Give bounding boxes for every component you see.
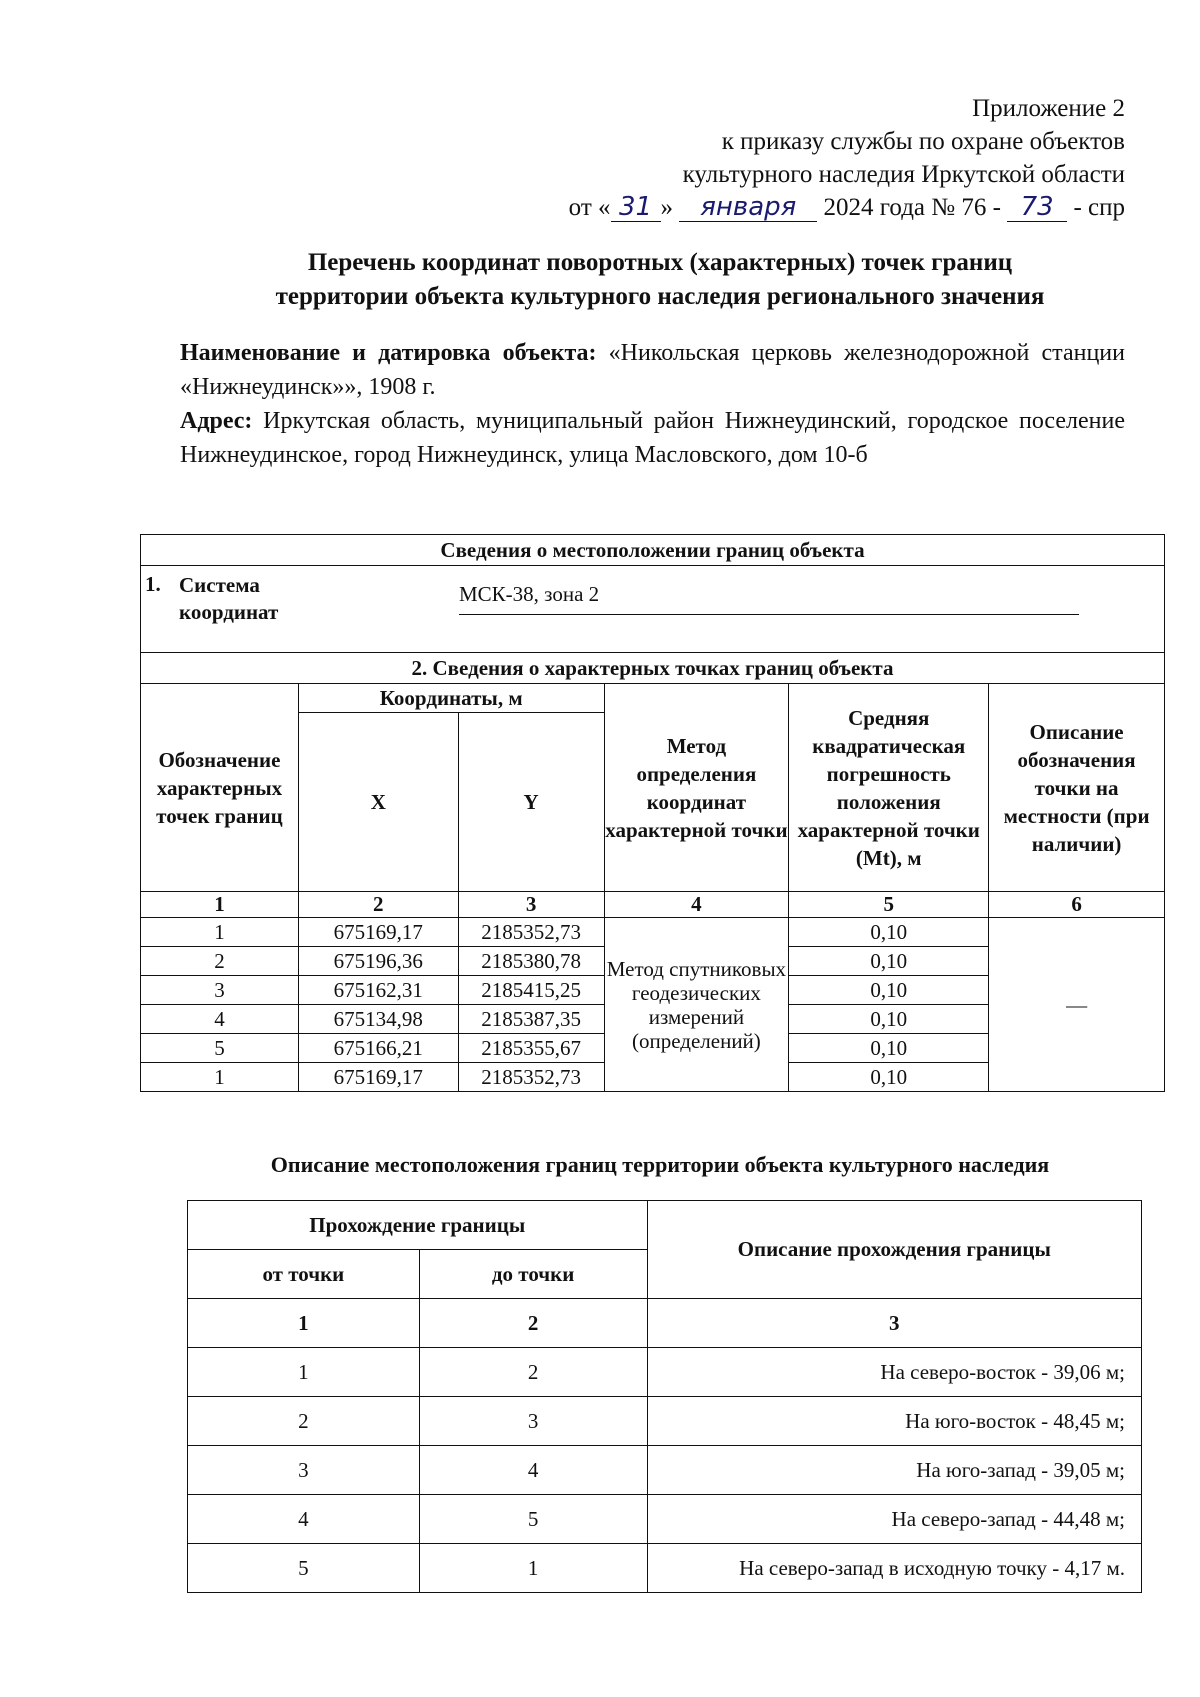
- mt-cell: 0,10: [789, 976, 989, 1005]
- order-suffix: - спр: [1073, 194, 1125, 221]
- table-row: [188, 1544, 1142, 1593]
- index-cell: 1: [141, 892, 299, 918]
- x-cell: 675169,17: [298, 918, 458, 947]
- title-line-1: Перечень координат поворотных (характерных) точек границ: [307, 249, 1013, 276]
- index-cell: 3: [458, 892, 604, 918]
- y-cell: 2185352,73: [458, 1063, 604, 1092]
- mt-cell: 0,10: [789, 1034, 989, 1063]
- object-address: [180, 404, 1125, 472]
- index-cell: 3: [647, 1299, 1141, 1348]
- desc-cell: На северо-запад - 44,48 м;: [647, 1495, 1141, 1544]
- point-cell: 4: [141, 1005, 299, 1034]
- y-cell: 2185415,25: [458, 976, 604, 1005]
- object-name: [180, 336, 1125, 404]
- mt-cell: 0,10: [789, 918, 989, 947]
- points-section-title: 2. Сведения о характерных точках границ объекта: [141, 653, 1165, 684]
- x-cell: 675134,98: [298, 1005, 458, 1034]
- title-line-2: территории объекта культурного наследия регионального значения: [275, 283, 1045, 310]
- to-cell: 2: [419, 1348, 647, 1397]
- table-row: [188, 1495, 1142, 1544]
- system-value: МСК-38, зона 2: [459, 580, 1079, 615]
- index-cell: 4: [604, 892, 789, 918]
- table-row: [141, 918, 1165, 947]
- boundary-table: [187, 1200, 1142, 1593]
- appendix-line-2: к приказу службы по охране объектов: [721, 128, 1125, 155]
- point-cell: 2: [141, 947, 299, 976]
- boundary-index-row: [188, 1299, 1142, 1348]
- table-row: [188, 1348, 1142, 1397]
- appendix-line-1: Приложение 2: [972, 95, 1125, 122]
- object-name-value: «Никольская церковь железнодорожной станции «Нижнеудинск»», 1908 г.: [180, 340, 1125, 400]
- index-cell: 6: [989, 892, 1165, 918]
- index-cell: 1: [188, 1299, 420, 1348]
- desc-cell: На северо-запад в исходную точку - 4,17 м.: [647, 1544, 1141, 1593]
- from-cell: 1: [188, 1348, 420, 1397]
- col-description: Описание обозначения точки на местности (при наличии): [989, 684, 1165, 892]
- boundary-title: Описание местоположения границ территории объекта культурного наследия: [270, 1152, 1050, 1177]
- col-method: Метод определения координат характерной точки: [604, 684, 789, 892]
- desc-cell: На юго-запад - 39,05 м;: [647, 1446, 1141, 1495]
- y-cell: 2185380,78: [458, 947, 604, 976]
- x-cell: 675166,21: [298, 1034, 458, 1063]
- object-info: [180, 336, 1125, 472]
- index-cell: 5: [789, 892, 989, 918]
- x-cell: 675162,31: [298, 976, 458, 1005]
- year-text: 2024 года № 76 -: [823, 194, 1001, 221]
- to-cell: 5: [419, 1495, 647, 1544]
- to-cell: 4: [419, 1446, 647, 1495]
- coordinates-table: [140, 534, 1165, 1092]
- handwritten-month: января: [679, 193, 817, 222]
- mt-cell: 0,10: [789, 1063, 989, 1092]
- y-cell: 2185355,67: [458, 1034, 604, 1063]
- col-x: X: [298, 713, 458, 892]
- from-cell: 2: [188, 1397, 420, 1446]
- quote-close: »: [660, 194, 674, 221]
- system-label: [179, 572, 278, 626]
- col-boundary-desc: Описание прохождения границы: [647, 1201, 1141, 1299]
- col-passage: Прохождение границы: [188, 1201, 648, 1250]
- system-number: 1.: [145, 572, 161, 596]
- method-cell: Метод спутниковых геодезических измерений (определений): [604, 918, 789, 1092]
- system-label-2: координат: [179, 600, 279, 624]
- desc-cell: На юго-восток - 48,45 м;: [647, 1397, 1141, 1446]
- from-cell: 4: [188, 1495, 420, 1544]
- from-cell: 3: [188, 1446, 420, 1495]
- point-cell: 3: [141, 976, 299, 1005]
- y-cell: 2185387,35: [458, 1005, 604, 1034]
- point-cell: 1: [141, 1063, 299, 1092]
- address-label: Адрес:: [180, 408, 253, 434]
- col-coordinates: Координаты, м: [298, 684, 604, 713]
- object-name-label: Наименование и датировка объекта:: [180, 340, 597, 366]
- coordinate-system-row: [141, 566, 1165, 653]
- col-from-point: от точки: [188, 1250, 420, 1299]
- col-to-point: до точки: [419, 1250, 647, 1299]
- point-cell: 1: [141, 918, 299, 947]
- index-cell: 2: [298, 892, 458, 918]
- location-section-title: Сведения о местоположении границ объекта: [141, 535, 1165, 566]
- point-cell: 5: [141, 1034, 299, 1063]
- table-row: [188, 1446, 1142, 1495]
- col-error: Средняя квадратическая погрешность положения характерной точки (Mt), м: [789, 684, 989, 892]
- description-cell: —: [989, 918, 1165, 1092]
- handwritten-order-number: 73: [1007, 193, 1067, 222]
- to-cell: 3: [419, 1397, 647, 1446]
- order-date-line: [425, 191, 1125, 224]
- desc-cell: На северо-восток - 39,06 м;: [647, 1348, 1141, 1397]
- handwritten-day: 31: [611, 193, 661, 222]
- x-cell: 675196,36: [298, 947, 458, 976]
- col-point-name: Обозначение характерных точек границ: [141, 684, 299, 892]
- x-cell: 675169,17: [298, 1063, 458, 1092]
- appendix-line-3: культурного наследия Иркутской области: [682, 161, 1125, 188]
- col-y: Y: [458, 713, 604, 892]
- system-label-1: Система: [179, 573, 260, 597]
- from-prefix: от «: [568, 194, 611, 221]
- document-title: [150, 246, 1170, 314]
- index-row: [141, 892, 1165, 918]
- mt-cell: 0,10: [789, 947, 989, 976]
- appendix-header: [425, 92, 1125, 224]
- address-value: Иркутская область, муниципальный район Нижнеудинский, городское поселение Нижнеудинское, город Нижнеудинск, улица Масловского, дом 10-б: [180, 408, 1126, 468]
- table-row: [188, 1397, 1142, 1446]
- mt-cell: 0,10: [789, 1005, 989, 1034]
- from-cell: 5: [188, 1544, 420, 1593]
- to-cell: 1: [419, 1544, 647, 1593]
- index-cell: 2: [419, 1299, 647, 1348]
- y-cell: 2185352,73: [458, 918, 604, 947]
